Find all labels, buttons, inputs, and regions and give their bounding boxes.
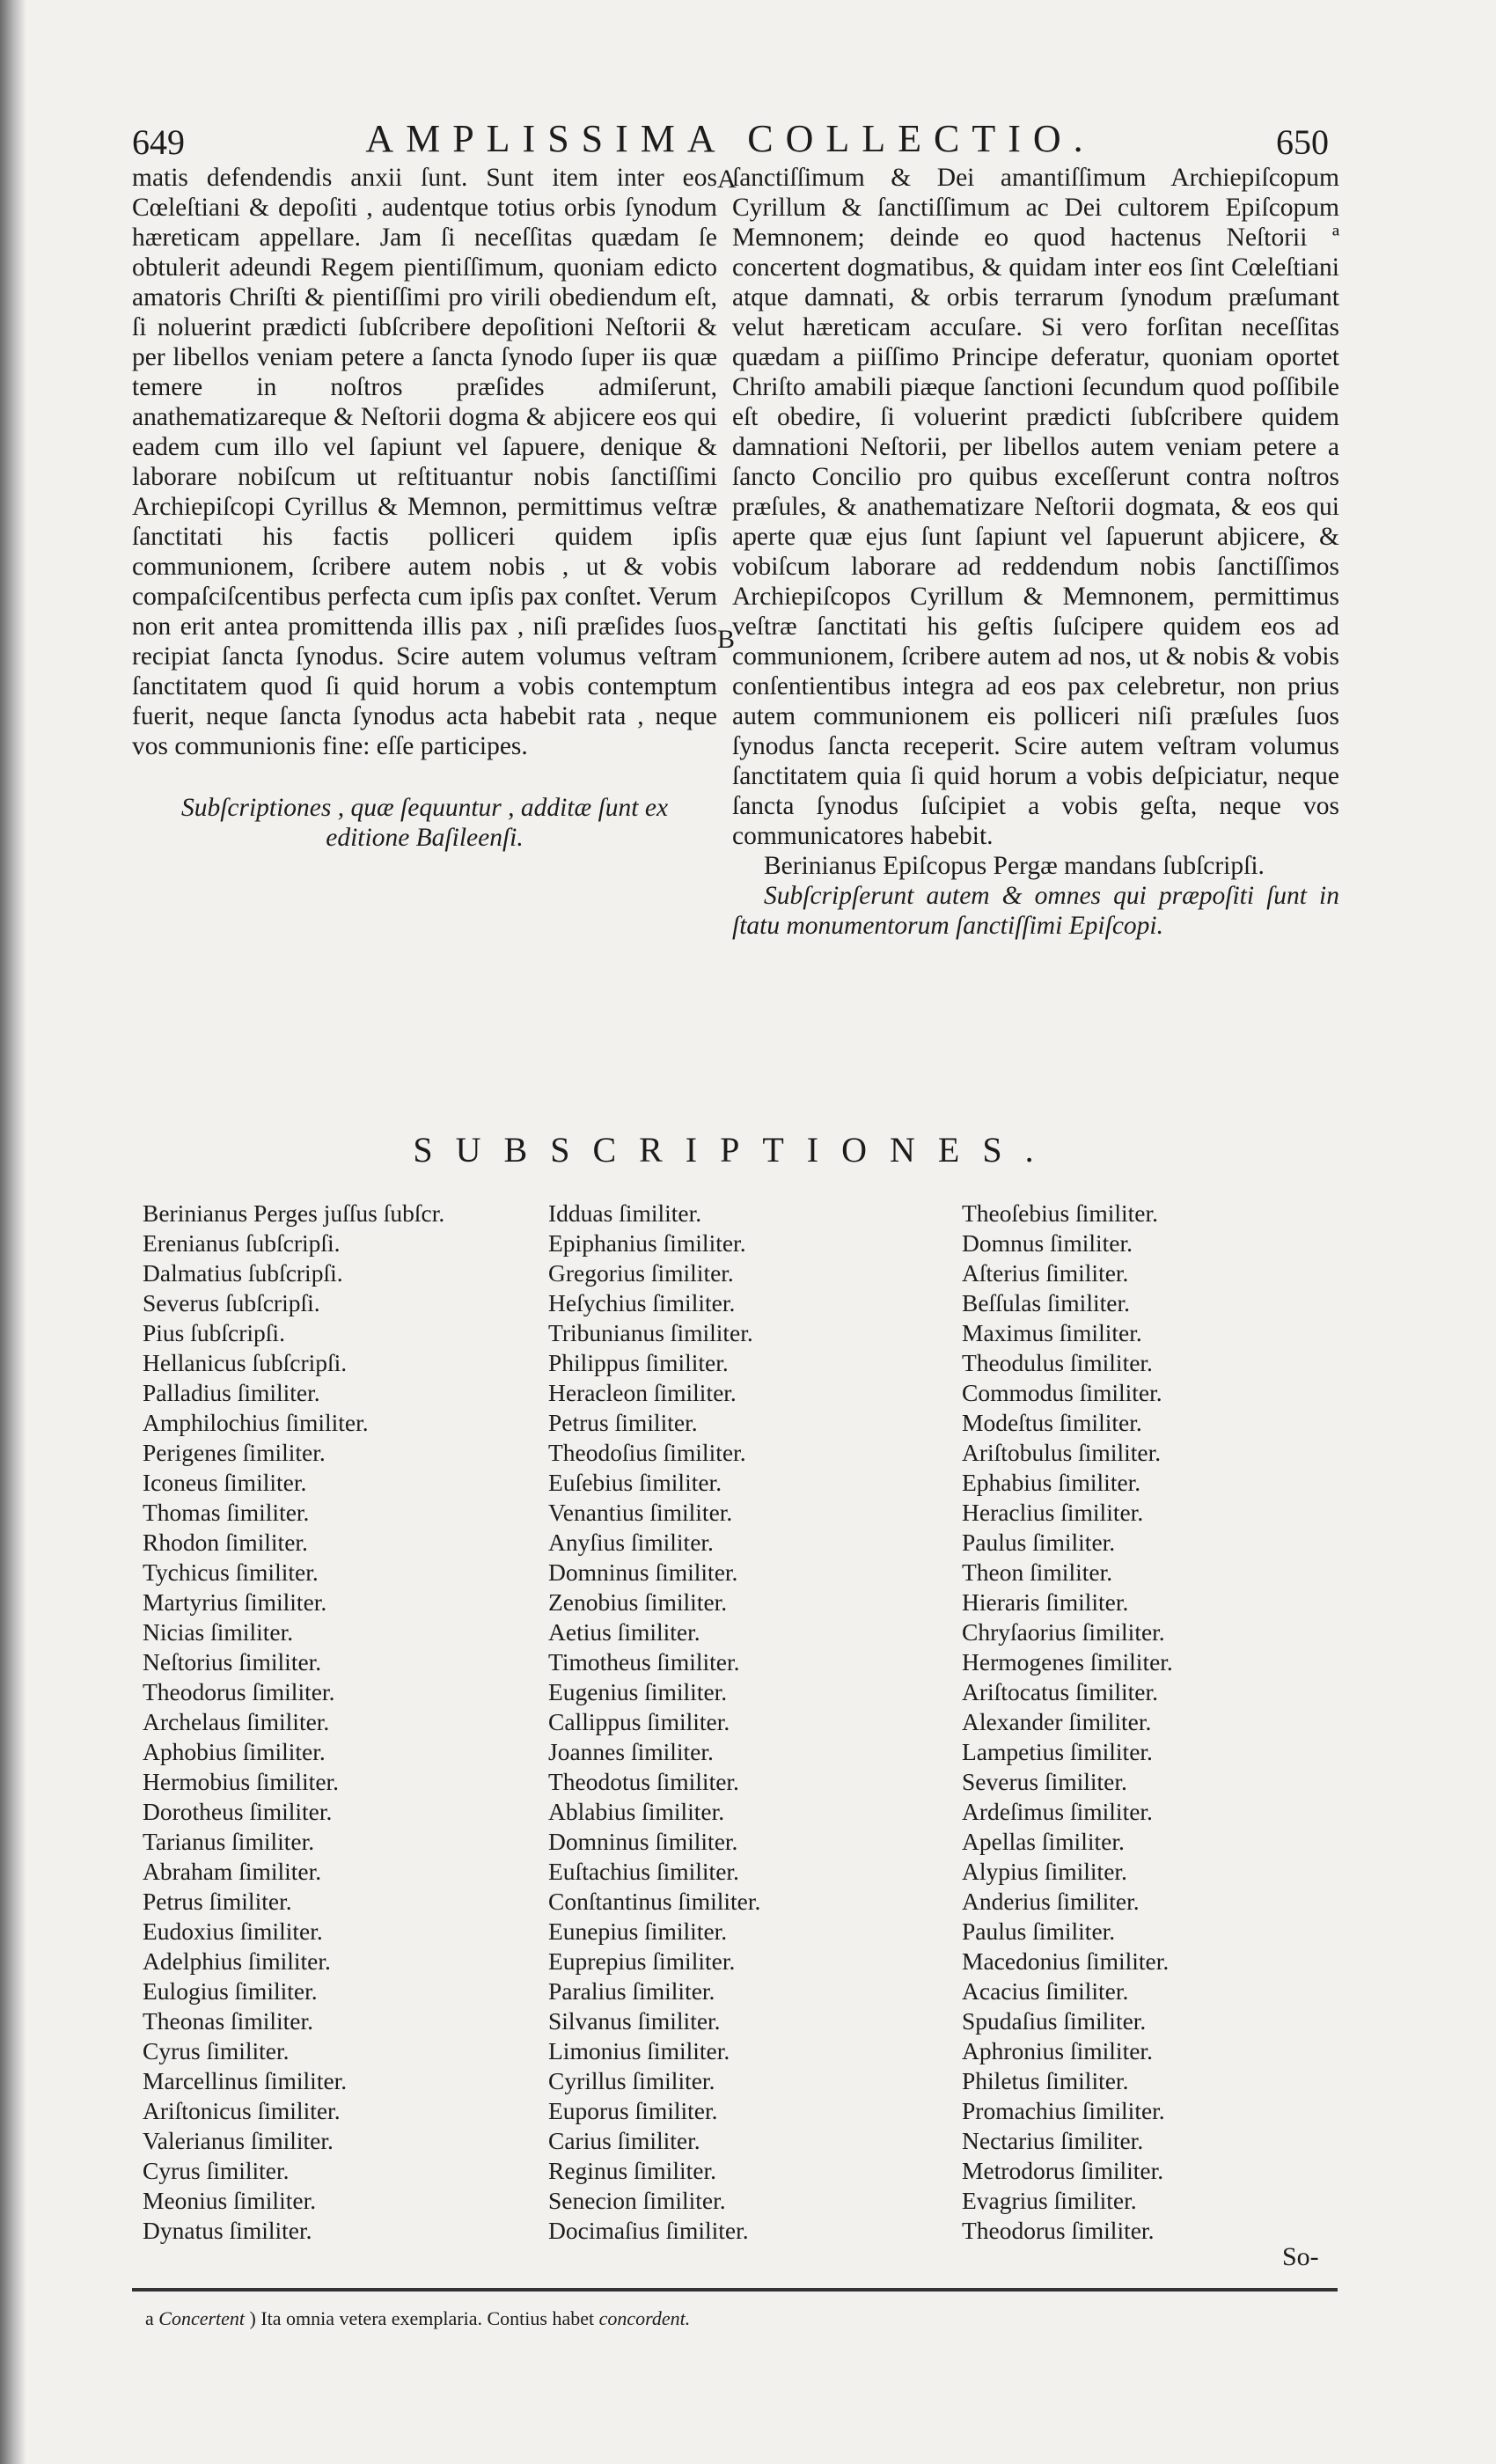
subscription-entry: Ariſtocatus ſimiliter.	[962, 1678, 1159, 1705]
page-number-right: 650	[1276, 122, 1329, 162]
subscription-entry: Petrus ſimiliter.	[548, 1409, 698, 1436]
subscription-entry: Chryſaorius ſimiliter.	[962, 1618, 1165, 1646]
subscription-entry: Nicias ſimiliter.	[143, 1618, 294, 1646]
subscription-entry: Anyſius ſimiliter.	[548, 1529, 714, 1556]
subscription-entry: Aphronius ſimiliter.	[962, 2037, 1153, 2064]
subscription-entry: Callippus ſimiliter.	[548, 1708, 730, 1735]
subscription-entry: Apellas ſimiliter.	[962, 1828, 1125, 1855]
subscription-entry: Adelphius ſimiliter.	[143, 1947, 331, 1975]
subscription-entry: Tychicus ſimiliter.	[143, 1558, 319, 1586]
subscription-entry: Promachius ſimiliter.	[962, 2097, 1165, 2124]
footnote-term: Concertent	[158, 2307, 246, 2329]
right-column-note: Subſcripſerunt autem & omnes qui præpoſiti ſunt in ſtatu monumentorum ſanctiſſimi Epiſcopi.	[732, 882, 1339, 940]
left-column-body: matis defendendis anxii ſunt. Sunt item inter eos Cœleſtiani & depoſiti , audentque totius orbis ſynodum hæreticam appellare. Jam ſi neceſſitas quædam ſe obtulerit adeundi Regem pientiſſimum, quoniam edicto amatoris Chriſti & pientiſſimi pro virili obediendum eſt, ſi noluerint prædicti ſubſcribere depoſitioni Neſtorii & per libellos veniam petere a ſancta ſynodo ſuper iis quæ temere in noſtros præſides admiſerunt, anathematizareque & Neſtorii dogma & abjicere eos qui eadem cum illo vel ſapiunt vel ſapuere, denique & laborare nobiſcum ut reſtituantur nobis ſanctiſſimi Archiepiſcopi Cyrillus & Memnon, permittimus veſtræ ſanctitati his factis polliceri quidem ipſis communionem, ſcribere autem nobis , ut & vobis compaſciſcentibus perfecta cum ipſis pax conſtet. Verum non erit antea promittenda illis pax , niſi præſides ſuos recipiat ſancta ſynodus. Scire autem volumus veſtram ſanctitatem quod ſi quid horum a vobis contemptum fuerit, neque ſancta ſynodus acta habebit rata , neque vos communionis fine: eſſe participes.	[132, 164, 717, 760]
subscription-entry: Euſtachius ſimiliter.	[548, 1858, 739, 1885]
subscription-entry: Paulus ſimiliter.	[962, 1529, 1116, 1556]
subscription-entry: Silvanus ſimiliter.	[548, 2007, 721, 2035]
footnote-rule	[132, 2288, 1338, 2292]
subscription-entry: Nectarius ſimiliter.	[962, 2127, 1144, 2154]
subscription-entry: Hellanicus ſubſcripſi.	[143, 1349, 348, 1376]
subscription-entry: Theodulus ſimiliter.	[962, 1349, 1153, 1376]
subscription-entry: Alypius ſimiliter.	[962, 1858, 1127, 1885]
page-number-left: 649	[132, 122, 185, 162]
subscription-entry: Ardeſimus ſimiliter.	[962, 1798, 1153, 1825]
left-text-column	[132, 163, 717, 853]
subscription-list-column-2	[548, 1199, 760, 2246]
subscription-entry: Senecion ſimiliter.	[548, 2187, 726, 2214]
subscription-entry: Conſtantinus ſimiliter.	[548, 1888, 761, 1915]
subscription-entry: Pius ſubſcripſi.	[143, 1319, 285, 1346]
subscription-entry: Ablabius ſimiliter.	[548, 1798, 725, 1825]
footnote-marker: a	[145, 2307, 154, 2329]
subscription-entry: Erenianus ſubſcripſi.	[143, 1229, 341, 1257]
subscription-entry: Domninus ſimiliter.	[548, 1558, 738, 1586]
subscription-entry: Cyrillus ſimiliter.	[548, 2067, 715, 2094]
subscription-entry: Epiphanius ſimiliter.	[548, 1229, 746, 1257]
subscription-entry: Hermobius ſimiliter.	[143, 1768, 340, 1795]
subscription-entry: Perigenes ſimiliter.	[143, 1439, 326, 1466]
subscription-entry: Modeſtus ſimiliter.	[962, 1409, 1142, 1436]
subscription-entry: Aphobius ſimiliter.	[143, 1738, 326, 1765]
subscription-entry: Docimaſius ſimiliter.	[548, 2217, 749, 2244]
subscription-entry: Archelaus ſimiliter.	[143, 1708, 330, 1735]
subscription-entry: Theodorus ſimiliter.	[143, 1678, 335, 1705]
subscription-entry: Paralius ſimiliter.	[548, 1977, 715, 2005]
subscription-entry: Palladius ſimiliter.	[143, 1379, 320, 1406]
subscription-entry: Carius ſimiliter.	[548, 2127, 700, 2154]
subscription-entry: Domnus ſimiliter.	[962, 1229, 1133, 1257]
subscription-entry: Ariſtonicus ſimiliter.	[143, 2097, 341, 2124]
right-text-column	[732, 163, 1339, 941]
subscription-entry: Theodorus ſimiliter.	[962, 2217, 1155, 2244]
subscription-entry: Thomas ſimiliter.	[143, 1499, 310, 1526]
subscription-entry: Macedonius ſimiliter.	[962, 1947, 1170, 1975]
subscription-entry: Severus ſubſcripſi.	[143, 1289, 320, 1316]
subscription-entry: Maximus ſimiliter.	[962, 1319, 1142, 1346]
subscription-entry: Tarianus ſimiliter.	[143, 1828, 315, 1855]
subscription-entry: Theodotus ſimiliter.	[548, 1768, 739, 1795]
subscription-entry: Amphilochius ſimiliter.	[143, 1409, 369, 1436]
subscription-entry: Heraclius ſimiliter.	[962, 1499, 1144, 1526]
running-title: AMPLISSIMA COLLECTIO.	[365, 117, 1096, 160]
subscription-entry: Limonius ſimiliter.	[548, 2037, 730, 2064]
subscription-entry: Acacius ſimiliter.	[962, 1977, 1129, 2005]
subscription-entry: Ephabius ſimiliter.	[962, 1469, 1141, 1496]
subscription-entry: Idduas ſimiliter.	[548, 1199, 702, 1227]
subscription-entry: Gregorius ſimiliter.	[548, 1259, 734, 1287]
subscription-entry: Petrus ſimiliter.	[143, 1888, 292, 1915]
subscription-entry: Dalmatius ſubſcripſi.	[143, 1259, 343, 1287]
footnote	[145, 2307, 690, 2330]
subscription-entry: Paulus ſimiliter.	[962, 1918, 1116, 1945]
subscription-entry: Evagrius ſimiliter.	[962, 2187, 1137, 2214]
footnote-variant: concordent.	[598, 2307, 691, 2329]
subscription-entry: Euprepius ſimiliter.	[548, 1947, 736, 1975]
right-column-signature: Berinianus Epiſcopus Pergæ mandans ſubſcripſi.	[764, 852, 1265, 880]
subscription-entry: Neſtorius ſimiliter.	[143, 1648, 322, 1676]
subscription-entry: Aetius ſimiliter.	[548, 1618, 700, 1646]
subscription-entry: Hermogenes ſimiliter.	[962, 1648, 1173, 1676]
subscription-entry: Meonius ſimiliter.	[143, 2187, 317, 2214]
subscription-entry: Theodoſius ſimiliter.	[548, 1439, 746, 1466]
subscription-entry: Commodus ſimiliter.	[962, 1379, 1162, 1406]
subscription-entry: Eulogius ſimiliter.	[143, 1977, 318, 2005]
subscription-entry: Iconeus ſimiliter.	[143, 1469, 307, 1496]
subscription-entry: Metrodorus ſimiliter.	[962, 2157, 1164, 2184]
right-column-body: ſanctiſſimum & Dei amantiſſimum Archiepiſcopum Cyrillum & ſanctiſſimum ac Dei cultorem Epiſcopum Memnonem; deinde eo quod hactenus Neſtorii ª concertent dogmatibus, & quidam inter eos ſint Cœleſtiani atque damnati, & orbis terrarum ſynodum præſumant velut hæreticam accuſare. Si vero forſitan neceſſitas quædam a piiſſimo Principe deferatur, quoniam oportet Chriſto amabili piæque ſanctioni ſecundum quod poſſibile eſt obedire, ſi voluerint prædicti ſubſcribere quidem damnationi Neſtorii, per libellos autem veniam petere a ſancto Concilio pro quibus exceſſerunt contra noſtros præſules, & anathematizare Neſtorii dogmata, & eos qui aperte quæ ejus ſunt ſapiunt vel ſapuerunt abjicere, & vobiſcum laborare ad reddendum nobis ſanctiſſimos Archiepiſcopos Cyrillum & Memnonem, permittimus veſtræ ſanctitati his geſtis ſuſcipere quidem eos ad communionem, ſcribere autem ad nos, ut & nobis & vobis conſentientibus integra ad eos pax celebretur, non prius autem communionem eis polliceri niſi præſules ſuos ſynodus ſancta receperit. Scire autem veſtram volumus ſanctitatem quia ſi quid horum a vobis deſpiciatur, neque ſancta ſynodus ſuſcipiet a vobis geſta, neque vos communicatores habebit.	[732, 164, 1339, 850]
margin-marker-a: A	[717, 165, 737, 194]
subscription-entry: Spudaſius ſimiliter.	[962, 2007, 1147, 2035]
subscription-entry: Martyrius ſimiliter.	[143, 1588, 327, 1616]
subscription-entry: Valerianus ſimiliter.	[143, 2127, 334, 2154]
subscription-entry: Reginus ſimiliter.	[548, 2157, 716, 2184]
subscription-entry: Lampetius ſimiliter.	[962, 1738, 1153, 1765]
subscription-entry: Joannes ſimiliter.	[548, 1738, 714, 1765]
subscription-entry: Zenobius ſimiliter.	[548, 1588, 728, 1616]
subscription-entry: Heſychius ſimiliter.	[548, 1289, 736, 1316]
subscription-entry: Theon ſimiliter.	[962, 1558, 1113, 1586]
footnote-text: ) Ita omnia vetera exemplaria. Contius habet	[249, 2307, 595, 2329]
subscription-list-column-3	[962, 1199, 1173, 2246]
subscription-entry: Eunepius ſimiliter.	[548, 1918, 728, 1945]
subscription-entry: Marcellinus ſimiliter.	[143, 2067, 348, 2094]
subscription-entry: Severus ſimiliter.	[962, 1768, 1127, 1795]
section-title: SUBSCRIPTIONES.	[413, 1130, 1057, 1170]
subscription-entry: Euporus ſimiliter.	[548, 2097, 718, 2124]
subscription-entry: Anderius ſimiliter.	[962, 1888, 1140, 1915]
subscription-entry: Cyrus ſimiliter.	[143, 2037, 290, 2064]
subscription-entry: Heracleon ſimiliter.	[548, 1379, 737, 1406]
subscription-entry: Philippus ſimiliter.	[548, 1349, 729, 1376]
subscription-entry: Domninus ſimiliter.	[548, 1828, 738, 1855]
subscription-entry: Eudoxius ſimiliter.	[143, 1918, 323, 1945]
subscription-entry: Rhodon ſimiliter.	[143, 1529, 308, 1556]
subscription-entry: Theonas ſimiliter.	[143, 2007, 313, 2035]
margin-marker-b: B	[717, 625, 736, 654]
subscription-entry: Abraham ſimiliter.	[143, 1858, 322, 1885]
subscription-entry: Berinianus Perges juſſus ſubſcr.	[143, 1199, 445, 1227]
subscription-entry: Dynatus ſimiliter.	[143, 2217, 312, 2244]
subscription-entry: Dorotheus ſimiliter.	[143, 1798, 333, 1825]
subscription-entry: Aſterius ſimiliter.	[962, 1259, 1129, 1287]
subscription-entry: Venantius ſimiliter.	[548, 1499, 733, 1526]
subscription-entry: Timotheus ſimiliter.	[548, 1648, 740, 1676]
subscription-entry: Alexander ſimiliter.	[962, 1708, 1152, 1735]
subscription-entry: Eugenius ſimiliter.	[548, 1678, 728, 1705]
subscription-entry: Ariſtobulus ſimiliter.	[962, 1439, 1162, 1466]
subscription-entry: Euſebius ſimiliter.	[548, 1469, 722, 1496]
subscription-list-column-1	[143, 1199, 444, 2246]
subscription-entry: Beſſulas ſimiliter.	[962, 1289, 1130, 1316]
subscription-entry: Hieraris ſimiliter.	[962, 1588, 1129, 1616]
subscription-entry: Cyrus ſimiliter.	[143, 2157, 290, 2184]
subscription-entry: Philetus ſimiliter.	[962, 2067, 1129, 2094]
subscription-entry: Tribunianus ſimiliter.	[548, 1319, 753, 1346]
catchword: So-	[1282, 2242, 1319, 2271]
subscription-entry: Theoſebius ſimiliter.	[962, 1199, 1159, 1227]
left-column-note: Subſcriptiones , quæ ſequuntur , additæ ſunt ex editione Baſileenſi.	[180, 794, 669, 852]
